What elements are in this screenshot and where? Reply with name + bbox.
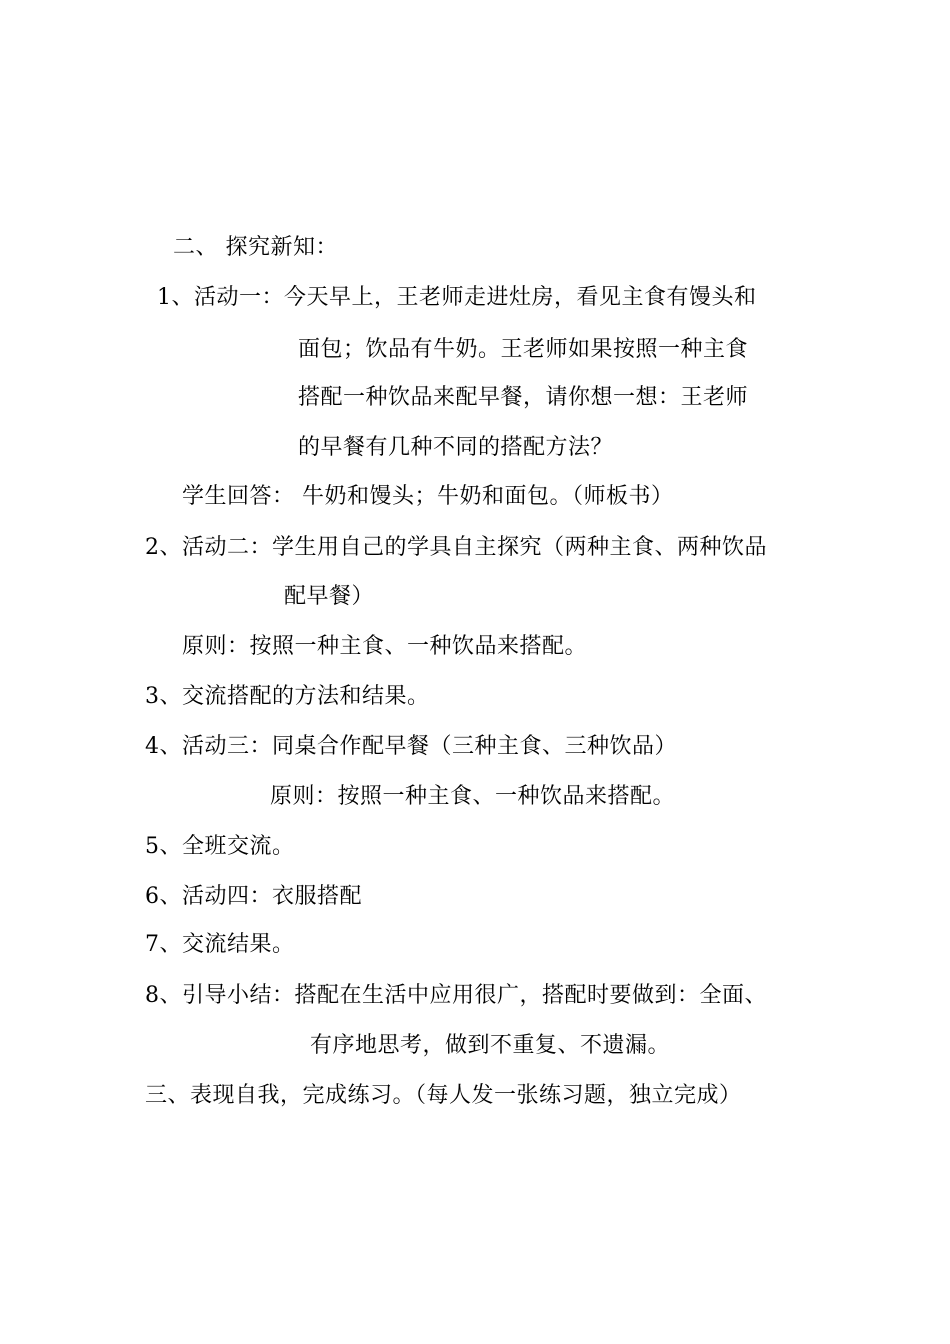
activity-one-line-4: 的早餐有几种不同的搭配方法？ (298, 435, 614, 460)
activity-one-line-1: 1、活动一：今天早上，王老师走进灶房，看见主食有馒头和 (157, 285, 757, 310)
item-four: 4、活动三：同桌合作配早餐（三种主食、三种饮品） (145, 734, 677, 759)
activity-two-line-2: 配早餐） (284, 584, 375, 609)
section-heading-explore: 二、 探究新知： (173, 235, 338, 260)
principle-line-1: 原则：按照一种主食、一种饮品来搭配。 (182, 634, 588, 659)
item-seven: 7、交流结果。 (145, 932, 295, 957)
section-heading-practice: 三、表现自我，完成练习。（每人发一张练习题，独立完成） (145, 1083, 742, 1108)
item-three: 3、交流搭配的方法和结果。 (145, 684, 430, 709)
summary-line-2: 有序地思考，做到不重复、不遗漏。 (310, 1033, 671, 1058)
activity-two-line-1: 2、活动二：学生用自己的学具自主探究（两种主食、两种饮品 (145, 535, 767, 560)
principle-line-2: 原则：按照一种主食、一种饮品来搭配。 (270, 784, 676, 809)
activity-one-line-3: 搭配一种饮品来配早餐，请你想一想：王老师 (298, 385, 749, 410)
student-answer: 学生回答： 牛奶和馒头；牛奶和面包。（师板书） (182, 484, 674, 509)
activity-one-line-2: 面包；饮品有牛奶。王老师如果按照一种主食 (298, 337, 749, 362)
item-five: 5、全班交流。 (145, 834, 295, 859)
item-six: 6、活动四：衣服搭配 (145, 884, 362, 909)
summary-line-1: 8、引导小结：搭配在生活中应用很广，搭配时要做到：全面、 (145, 983, 767, 1008)
